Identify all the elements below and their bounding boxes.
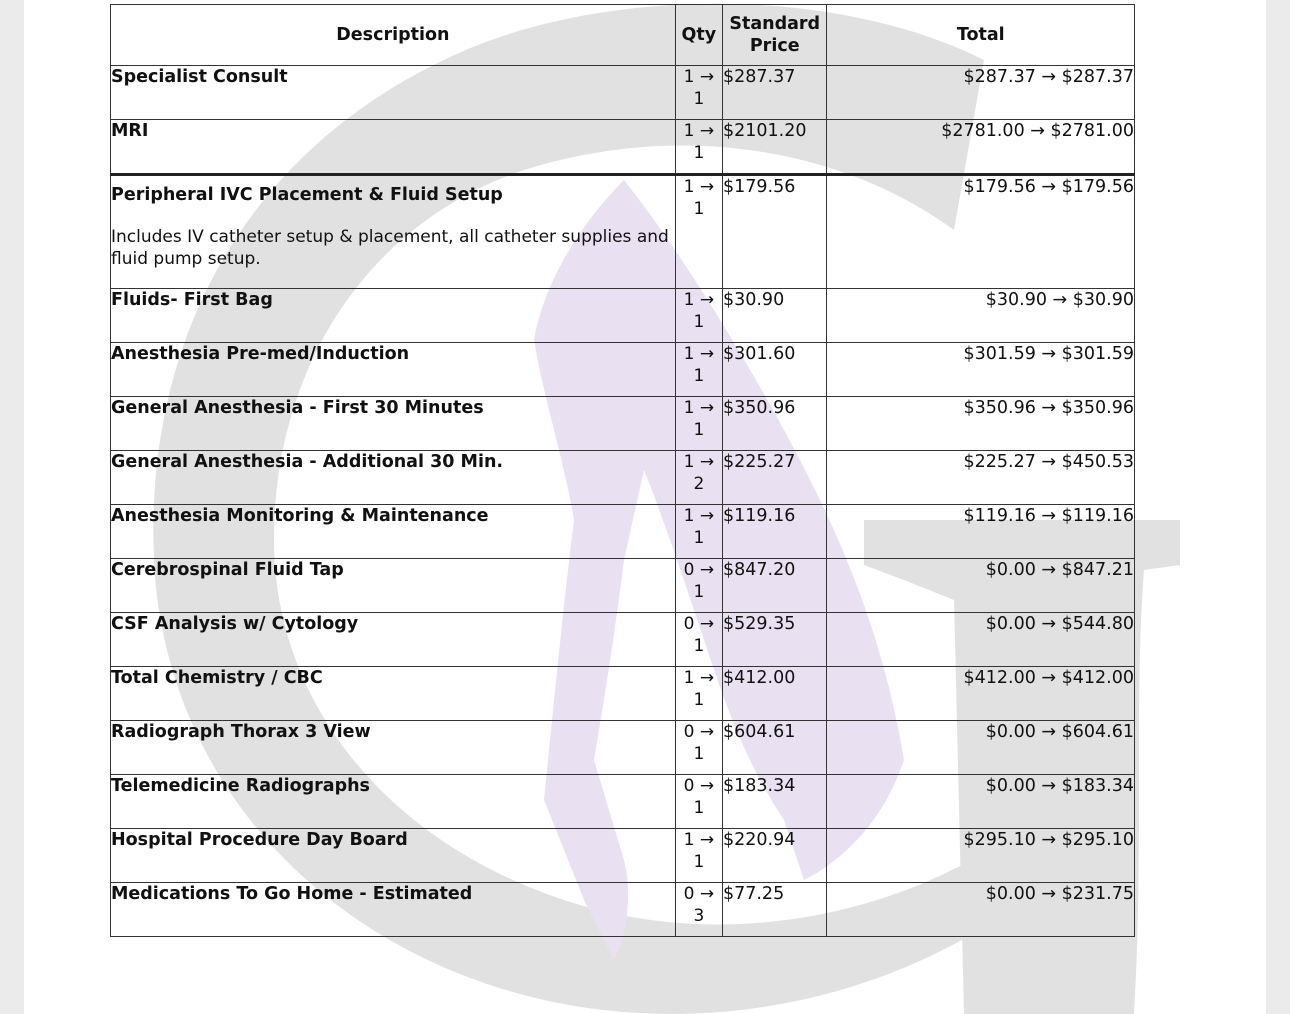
total-cell: $0.00 → $183.34: [827, 775, 1135, 829]
total-cell: $0.00 → $604.61: [827, 721, 1135, 775]
description-cell: [111, 120, 676, 175]
total-cell: $295.10 → $295.10: [827, 829, 1135, 883]
description-cell: [111, 829, 676, 883]
item-name: MRI: [111, 121, 149, 141]
price-cell: $412.00: [722, 667, 827, 721]
item-name: Total Chemistry / CBC: [111, 668, 323, 688]
qty-to: 1: [693, 89, 705, 109]
item-name: Peripheral IVC Placement & Fluid Setup: [111, 185, 503, 205]
qty-to: 1: [693, 690, 705, 710]
table-row: [111, 559, 1135, 613]
qty-cell: [675, 120, 722, 175]
description-cell: [111, 667, 676, 721]
qty-to: 1: [693, 744, 705, 764]
header-standard-price: [722, 5, 827, 66]
description-cell: [111, 343, 676, 397]
price-cell: $301.60: [722, 343, 827, 397]
price-cell: $287.37: [722, 66, 827, 120]
price-cell: $2101.20: [722, 120, 827, 175]
qty-cell: [675, 505, 722, 559]
item-name: Anesthesia Monitoring & Maintenance: [111, 506, 489, 526]
item-name: Anesthesia Pre-med/Induction: [111, 344, 410, 364]
qty-from: 1 →: [683, 830, 715, 850]
qty-from: 1 →: [683, 177, 715, 197]
qty-cell: [675, 66, 722, 120]
header-total: Total: [827, 5, 1135, 66]
item-name: Specialist Consult: [111, 67, 288, 87]
document-page: [24, 0, 1266, 1014]
price-cell: $225.27: [722, 451, 827, 505]
price-cell: $119.16: [722, 505, 827, 559]
qty-cell: [675, 775, 722, 829]
qty-from: 1 →: [683, 668, 715, 688]
total-cell: $179.56 → $179.56: [827, 175, 1135, 289]
table-row: [111, 120, 1135, 175]
total-cell: $2781.00 → $2781.00: [827, 120, 1135, 175]
item-name: Medications To Go Home - Estimated: [111, 884, 473, 904]
item-name: Telemedicine Radiographs: [111, 776, 370, 796]
table-row: [111, 505, 1135, 559]
item-note: Includes IV catheter setup & placement, all catheter supplies and fluid pump setup.: [111, 227, 669, 269]
header-qty: Qty: [675, 5, 722, 66]
qty-cell: [675, 721, 722, 775]
estimate-table: [110, 4, 1135, 937]
total-cell: $0.00 → $847.21: [827, 559, 1135, 613]
qty-to: 1: [693, 528, 705, 548]
qty-cell: [675, 289, 722, 343]
item-name: CSF Analysis w/ Cytology: [111, 614, 359, 634]
table-row: [111, 175, 1135, 289]
qty-from: 0 →: [683, 884, 715, 904]
total-cell: $412.00 → $412.00: [827, 667, 1135, 721]
qty-cell: [675, 829, 722, 883]
price-cell: $529.35: [722, 613, 827, 667]
table-row: [111, 66, 1135, 120]
description-cell: [111, 883, 676, 937]
price-cell: $77.25: [722, 883, 827, 937]
qty-cell: [675, 883, 722, 937]
total-cell: $350.96 → $350.96: [827, 397, 1135, 451]
description-cell: [111, 397, 676, 451]
qty-cell: [675, 559, 722, 613]
qty-from: 1 →: [683, 452, 715, 472]
qty-from: 1 →: [683, 67, 715, 87]
qty-from: 1 →: [683, 344, 715, 364]
price-cell: $183.34: [722, 775, 827, 829]
qty-from: 1 →: [683, 121, 715, 141]
qty-from: 0 →: [683, 776, 715, 796]
table-row: [111, 829, 1135, 883]
price-cell: $604.61: [722, 721, 827, 775]
description-cell: [111, 289, 676, 343]
qty-to: 1: [693, 366, 705, 386]
description-cell: [111, 613, 676, 667]
qty-to: 1: [693, 143, 705, 163]
qty-to: 1: [693, 798, 705, 818]
table-header-row: [111, 5, 1135, 66]
qty-to: 1: [693, 199, 705, 219]
price-cell: $220.94: [722, 829, 827, 883]
description-cell: [111, 66, 676, 120]
header-description: Description: [111, 5, 676, 66]
table-row: [111, 613, 1135, 667]
item-name: General Anesthesia - First 30 Minutes: [111, 398, 484, 418]
description-cell: [111, 775, 676, 829]
description-cell: [111, 175, 676, 289]
total-cell: $119.16 → $119.16: [827, 505, 1135, 559]
qty-to: 1: [693, 420, 705, 440]
qty-from: 1 →: [683, 398, 715, 418]
table-row: [111, 775, 1135, 829]
price-cell: $847.20: [722, 559, 827, 613]
qty-cell: [675, 667, 722, 721]
description-cell: [111, 721, 676, 775]
table-row: [111, 343, 1135, 397]
qty-to: 1: [693, 636, 705, 656]
price-cell: $350.96: [722, 397, 827, 451]
item-name: General Anesthesia - Additional 30 Min.: [111, 452, 504, 472]
qty-to: 2: [693, 474, 705, 494]
table-row: [111, 289, 1135, 343]
total-cell: $301.59 → $301.59: [827, 343, 1135, 397]
item-name: Hospital Procedure Day Board: [111, 830, 408, 850]
qty-cell: [675, 613, 722, 667]
qty-cell: [675, 343, 722, 397]
qty-from: 1 →: [683, 506, 715, 526]
qty-to: 1: [693, 312, 705, 332]
qty-cell: [675, 175, 722, 289]
table-row: [111, 397, 1135, 451]
qty-from: 1 →: [683, 290, 715, 310]
header-price-line2: Price: [749, 36, 800, 56]
description-cell: [111, 559, 676, 613]
qty-from: 0 →: [683, 614, 715, 634]
description-cell: [111, 451, 676, 505]
table-row: [111, 883, 1135, 937]
total-cell: $287.37 → $287.37: [827, 66, 1135, 120]
qty-to: 1: [693, 582, 705, 602]
qty-from: 0 →: [683, 560, 715, 580]
qty-from: 0 →: [683, 722, 715, 742]
item-name: Fluids- First Bag: [111, 290, 273, 310]
table-row: [111, 721, 1135, 775]
qty-cell: [675, 451, 722, 505]
qty-to: 3: [693, 906, 705, 926]
header-price-line1: Standard: [729, 14, 821, 34]
qty-cell: [675, 397, 722, 451]
table-row: [111, 451, 1135, 505]
total-cell: $0.00 → $231.75: [827, 883, 1135, 937]
price-cell: $30.90: [722, 289, 827, 343]
total-cell: $0.00 → $544.80: [827, 613, 1135, 667]
table-row: [111, 667, 1135, 721]
item-name: Radiograph Thorax 3 View: [111, 722, 371, 742]
price-cell: $179.56: [722, 175, 827, 289]
total-cell: $225.27 → $450.53: [827, 451, 1135, 505]
item-name: Cerebrospinal Fluid Tap: [111, 560, 344, 580]
qty-to: 1: [693, 852, 705, 872]
page-margin-left: [0, 0, 24, 1014]
page-margin-right: [1266, 0, 1290, 1014]
total-cell: $30.90 → $30.90: [827, 289, 1135, 343]
description-cell: [111, 505, 676, 559]
